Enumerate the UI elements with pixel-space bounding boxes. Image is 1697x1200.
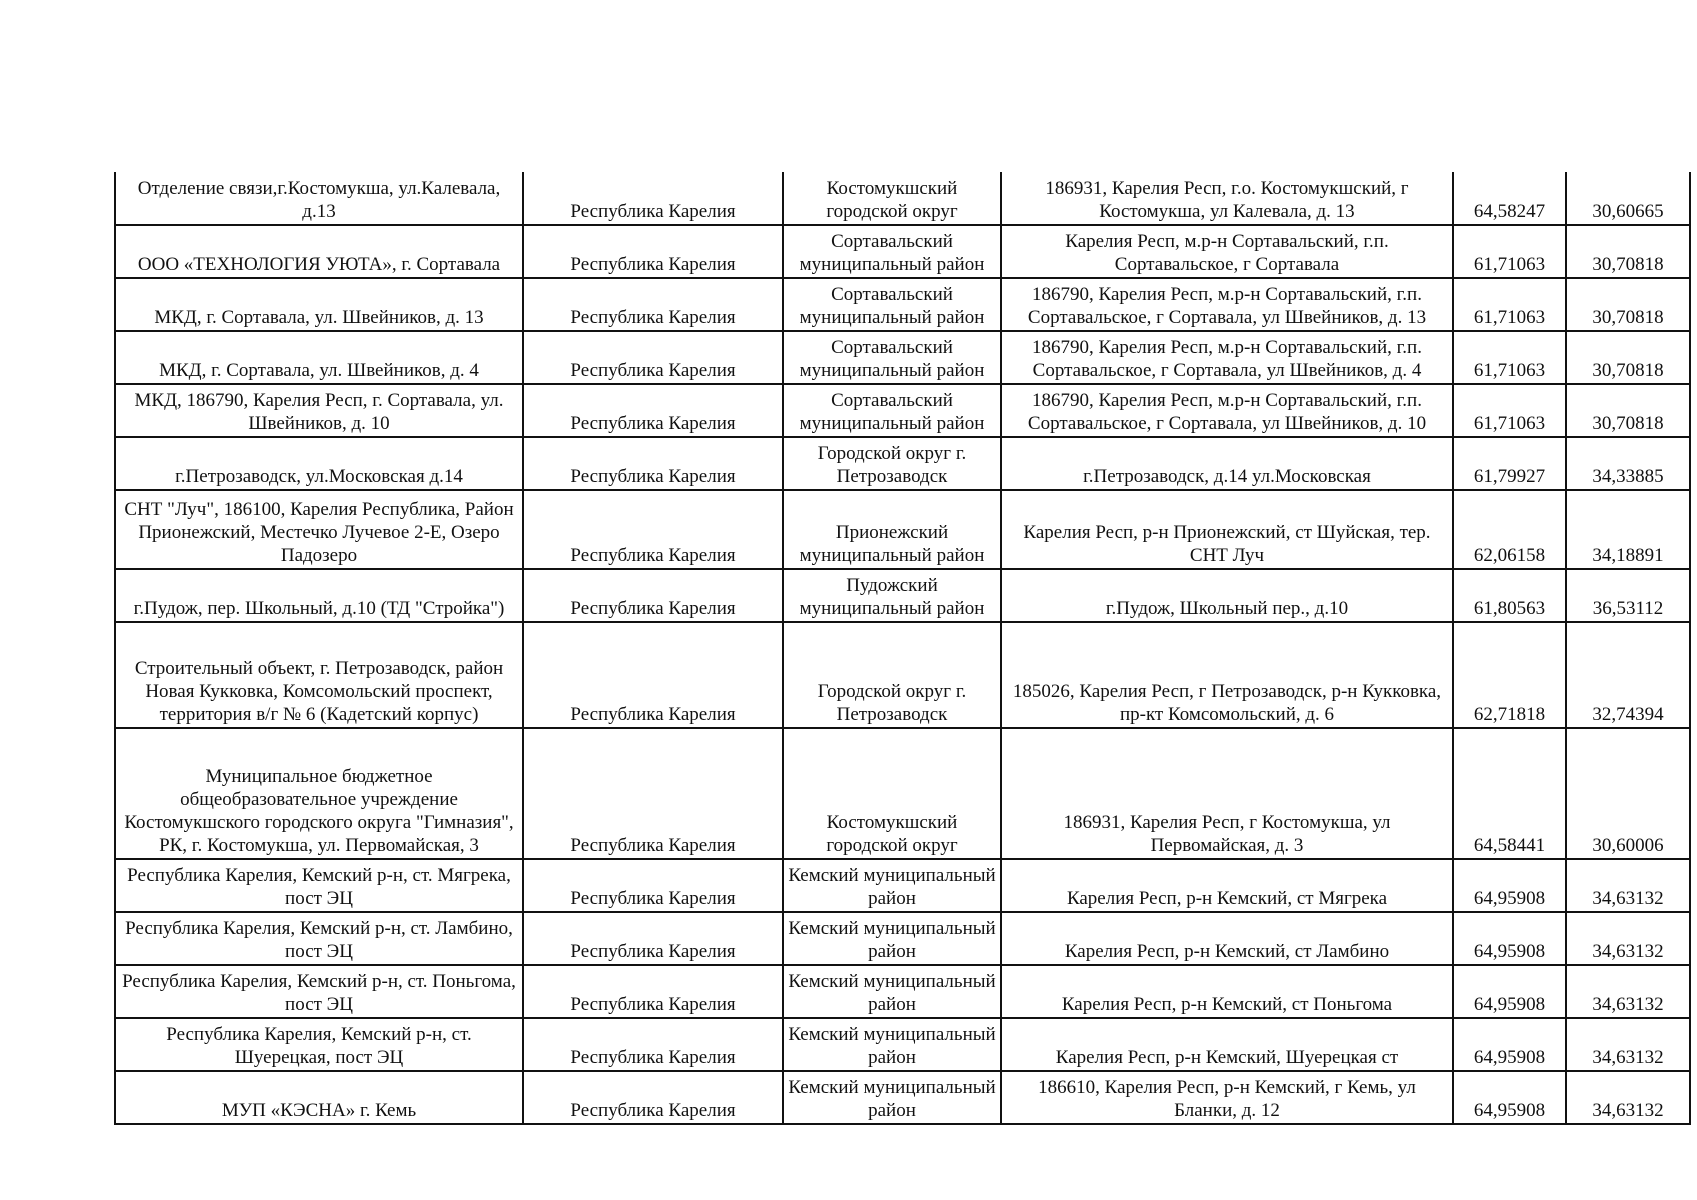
object-cell: МКД, г. Сортавала, ул. Швейников, д. 13 [115,278,523,331]
object-cell: Республика Карелия, Кемский р-н, ст. Поньгома, пост ЭЦ [115,965,523,1018]
table-row [115,912,1690,965]
address-cell: Карелия Респ, р-н Кемский, ст Мягрека [1001,859,1453,912]
region-cell: Республика Карелия [523,278,783,331]
address-cell: 186790, Карелия Респ, м.р-н Сортавальский, г.п. Сортавальское, г Сортавала, ул Швейников, д. 10 [1001,384,1453,437]
region-cell: Республика Карелия [523,384,783,437]
object-cell: СНТ "Луч", 186100, Карелия Республика, Район Прионежский, Местечко Лучевое 2-Е, Озеро Падозеро [115,490,523,569]
region-cell: Республика Карелия [523,1018,783,1071]
address-cell: Карелия Респ, р-н Кемский, ст Поньгома [1001,965,1453,1018]
address-cell: 186931, Карелия Респ, г Костомукша, ул Первомайская, д. 3 [1001,728,1453,859]
object-cell: Республика Карелия, Кемский р-н, ст. Мягрека, пост ЭЦ [115,859,523,912]
municipality-cell: Сортавальский муниципальный район [783,331,1001,384]
latitude-cell: 61,79927 [1453,437,1566,490]
longitude-cell: 32,74394 [1566,622,1690,728]
latitude-cell: 61,71063 [1453,278,1566,331]
object-cell: Строительный объект, г. Петрозаводск, район Новая Кукковка, Комсомольский проспект, территория в/г № 6 (Кадетский корпус) [115,622,523,728]
longitude-cell: 34,63132 [1566,1071,1690,1124]
address-cell: Карелия Респ, р-н Прионежский, ст Шуйская, тер. СНТ Луч [1001,490,1453,569]
latitude-cell: 64,58247 [1453,172,1566,225]
latitude-cell: 61,71063 [1453,331,1566,384]
longitude-cell: 34,63132 [1566,912,1690,965]
region-cell: Республика Карелия [523,1071,783,1124]
object-cell: МУП «КЭСНА» г. Кемь [115,1071,523,1124]
object-cell: МКД, г. Сортавала, ул. Швейников, д. 4 [115,331,523,384]
table-row [115,965,1690,1018]
longitude-cell: 30,70818 [1566,331,1690,384]
table-row [115,331,1690,384]
longitude-cell: 34,63132 [1566,859,1690,912]
object-cell: г.Пудож, пер. Школьный, д.10 (ТД "Стройка") [115,569,523,622]
address-cell: 186931, Карелия Респ, г.о. Костомукшский, г Костомукша, ул Калевала, д. 13 [1001,172,1453,225]
region-cell: Республика Карелия [523,490,783,569]
table-row [115,278,1690,331]
table-row [115,1071,1690,1124]
object-cell: Республика Карелия, Кемский р-н, ст. Ламбино, пост ЭЦ [115,912,523,965]
object-cell: г.Петрозаводск, ул.Московская д.14 [115,437,523,490]
latitude-cell: 64,95908 [1453,912,1566,965]
region-cell: Республика Карелия [523,569,783,622]
longitude-cell: 34,63132 [1566,965,1690,1018]
municipality-cell: Сортавальский муниципальный район [783,278,1001,331]
municipality-cell: Сортавальский муниципальный район [783,225,1001,278]
address-cell: 186790, Карелия Респ, м.р-н Сортавальский, г.п. Сортавальское, г Сортавала, ул Швейников, д. 4 [1001,331,1453,384]
longitude-cell: 34,63132 [1566,1018,1690,1071]
table-row [115,172,1690,225]
table-row [115,1018,1690,1071]
longitude-cell: 34,33885 [1566,437,1690,490]
municipality-cell: Прионежский муниципальный район [783,490,1001,569]
municipality-cell: Городской округ г. Петрозаводск [783,622,1001,728]
municipality-cell: Костомукшский городской округ [783,172,1001,225]
latitude-cell: 64,95908 [1453,965,1566,1018]
latitude-cell: 61,71063 [1453,384,1566,437]
latitude-cell: 64,95908 [1453,1071,1566,1124]
municipality-cell: Кемский муниципальный район [783,912,1001,965]
address-cell: г.Петрозаводск, д.14 ул.Московская [1001,437,1453,490]
municipality-cell: Пудожский муниципальный район [783,569,1001,622]
object-cell: МКД, 186790, Карелия Респ, г. Сортавала, ул. Швейников, д. 10 [115,384,523,437]
table-row [115,569,1690,622]
object-cell: ООО «ТЕХНОЛОГИЯ УЮТА», г. Сортавала [115,225,523,278]
region-cell: Республика Карелия [523,912,783,965]
region-cell: Республика Карелия [523,437,783,490]
address-cell: Карелия Респ, м.р-н Сортавальский, г.п. Сортавальское, г Сортавала [1001,225,1453,278]
latitude-cell: 64,58441 [1453,728,1566,859]
municipality-cell: Городской округ г. Петрозаводск [783,437,1001,490]
objects-table [114,172,1691,1125]
region-cell: Республика Карелия [523,859,783,912]
region-cell: Республика Карелия [523,622,783,728]
longitude-cell: 36,53112 [1566,569,1690,622]
address-cell: Карелия Респ, р-н Кемский, ст Ламбино [1001,912,1453,965]
region-cell: Республика Карелия [523,728,783,859]
region-cell: Республика Карелия [523,331,783,384]
region-cell: Республика Карелия [523,965,783,1018]
municipality-cell: Кемский муниципальный район [783,1071,1001,1124]
table-body [115,172,1690,1124]
region-cell: Республика Карелия [523,172,783,225]
table-row [115,728,1690,859]
latitude-cell: 62,06158 [1453,490,1566,569]
municipality-cell: Кемский муниципальный район [783,859,1001,912]
address-cell: 185026, Карелия Респ, г Петрозаводск, р-н Кукковка, пр-кт Комсомольский, д. 6 [1001,622,1453,728]
table-row [115,490,1690,569]
latitude-cell: 61,71063 [1453,225,1566,278]
longitude-cell: 30,70818 [1566,278,1690,331]
municipality-cell: Кемский муниципальный район [783,1018,1001,1071]
region-cell: Республика Карелия [523,225,783,278]
latitude-cell: 64,95908 [1453,1018,1566,1071]
latitude-cell: 64,95908 [1453,859,1566,912]
municipality-cell: Костомукшский городской округ [783,728,1001,859]
address-cell: Карелия Респ, р-н Кемский, Шуерецкая ст [1001,1018,1453,1071]
table-row [115,384,1690,437]
table-row [115,225,1690,278]
object-cell: Отделение связи,г.Костомукша, ул.Калевала, д.13 [115,172,523,225]
object-cell: Республика Карелия, Кемский р-н, ст. Шуерецкая, пост ЭЦ [115,1018,523,1071]
latitude-cell: 61,80563 [1453,569,1566,622]
table-row [115,622,1690,728]
longitude-cell: 30,70818 [1566,384,1690,437]
longitude-cell: 30,70818 [1566,225,1690,278]
longitude-cell: 34,18891 [1566,490,1690,569]
latitude-cell: 62,71818 [1453,622,1566,728]
longitude-cell: 30,60665 [1566,172,1690,225]
address-cell: 186790, Карелия Респ, м.р-н Сортавальский, г.п. Сортавальское, г Сортавала, ул Швейников, д. 13 [1001,278,1453,331]
longitude-cell: 30,60006 [1566,728,1690,859]
municipality-cell: Кемский муниципальный район [783,965,1001,1018]
address-cell: г.Пудож, Школьный пер., д.10 [1001,569,1453,622]
table-row [115,859,1690,912]
address-cell: 186610, Карелия Респ, р-н Кемский, г Кемь, ул Бланки, д. 12 [1001,1071,1453,1124]
object-cell: Муниципальное бюджетное общеобразовательное учреждение Костомукшского городского округа "Гимназия", РК, г. Костомукша, ул. Первомайская, 3 [115,728,523,859]
table-row [115,437,1690,490]
municipality-cell: Сортавальский муниципальный район [783,384,1001,437]
